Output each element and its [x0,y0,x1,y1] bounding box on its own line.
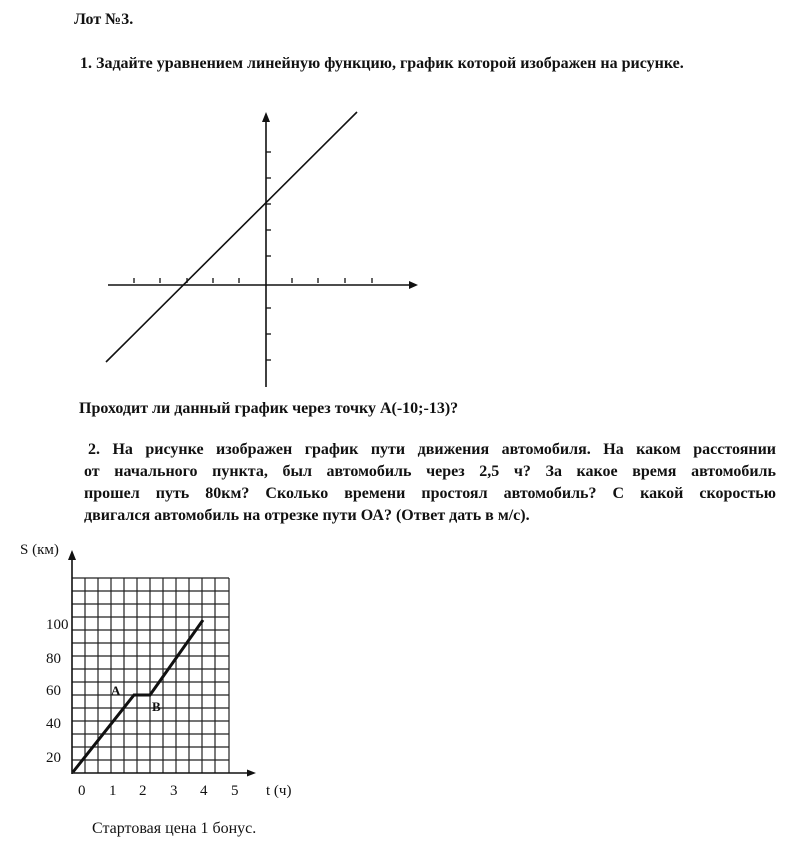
x-tick-4: 4 [200,783,208,799]
y-tick-100: 100 [46,617,69,633]
question-2-line: двигался автомобиль на отрезке пути ОА? (Ответ дать в м/с). [84,507,530,524]
s-axis-label: S (км) [20,542,59,558]
point-a-label: A [111,683,121,698]
starting-price-text: Стартовая цена 1 бонус. [92,820,257,837]
x-tick-0: 0 [78,783,86,799]
x-tick-1: 1 [109,783,117,799]
x-tick-5: 5 [231,783,239,799]
t-axis-label: t (ч) [266,783,292,799]
question-1-text: 1. Задайте уравнением линейную функцию, график которой изображен на рисунке. [80,55,684,72]
y-tick-60: 60 [46,683,61,699]
question-2-line: прошел путь 80км? Сколько времени простоял автомобиль? С какой скоростью [84,485,776,502]
question-2-line: 2. На рисунке изображен график пути движения автомобиля. На каком расстоянии [88,441,776,458]
y-tick-40: 40 [46,716,61,732]
y-tick-80: 80 [46,651,61,667]
lot-title: Лот №3. [74,11,134,28]
question-1-followup: Проходит ли данный график через точку А(-10;-13)? [79,400,459,417]
point-b-label: B [152,699,161,714]
x-tick-2: 2 [139,783,147,799]
x-tick-3: 3 [170,783,178,799]
y-tick-20: 20 [46,750,61,766]
question-2-line: от начального пункта, был автомобиль через 2,5 ч? За какое время автомобиль [84,463,776,480]
